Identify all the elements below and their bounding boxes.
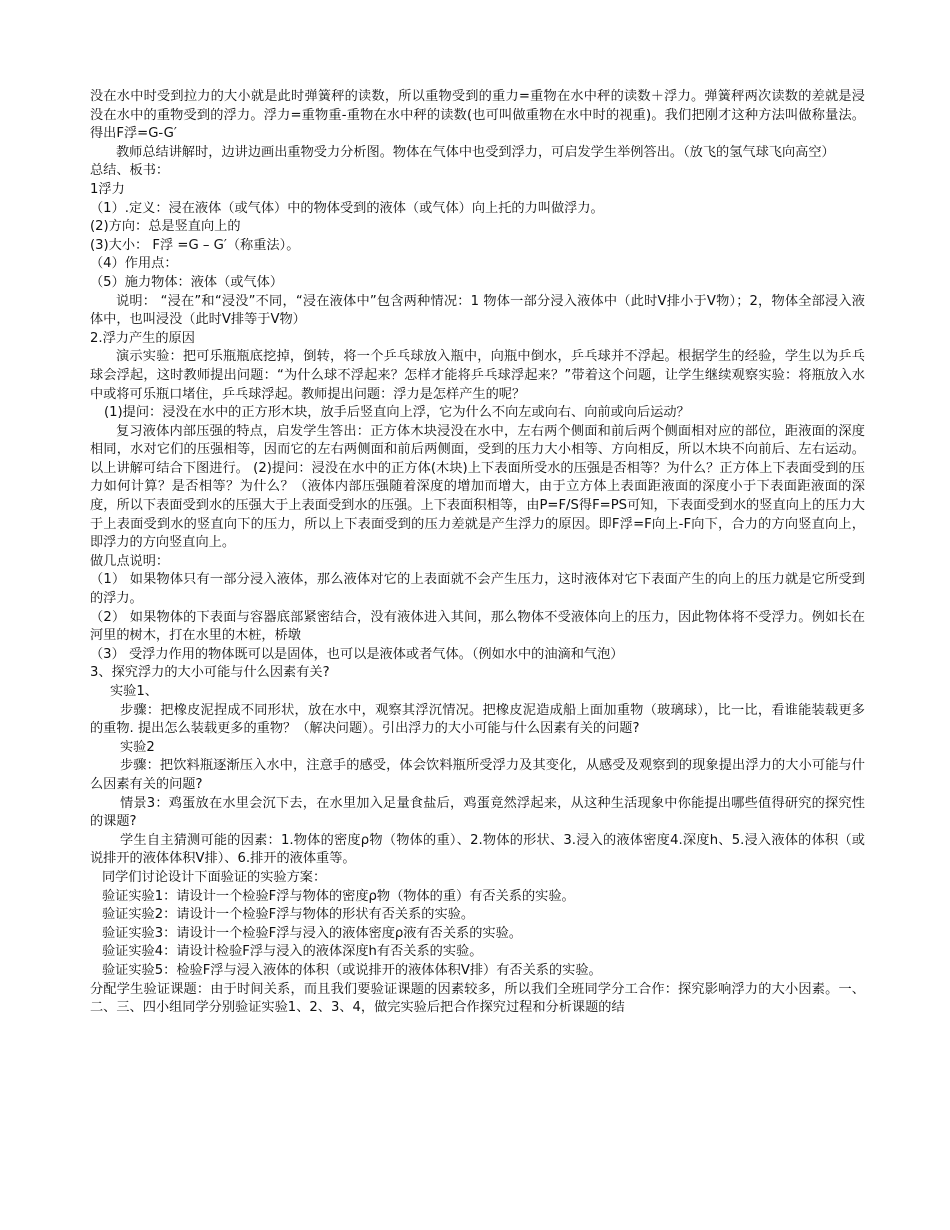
heading-explore-factors: 3、探究浮力的大小可能与什么因素有关? [90, 665, 330, 681]
paragraph-explanation: 说明： “浸在”和“浸没”不同，“浸在液体中”包含两种情况：1 物体一部分浸入液体中（此时V排小于V物）；2，物体全部浸入液体中，也叫浸没（此时V排等于V物） [90, 293, 865, 328]
heading-cause-of-buoyancy: 2.浮力产生的原因 [90, 330, 195, 346]
item-magnitude: (3)大小： F浮 =G – G′（称重法）。 [90, 237, 300, 253]
heading-notes: 做几点说明： [90, 553, 170, 569]
scenario-3: 情景3：鸡蛋放在水里会沉下去，在水里加入足量食盐后，鸡蛋竟然浮起来，从这种生活现象中你能提出哪些值得研究的探究性的课题? [90, 795, 865, 830]
verification-5: 验证实验5：检验F浮与浸入液体的体积（或说排开的液体体积V排）有否关系的实验。 [102, 962, 602, 978]
verification-2: 验证实验2：请设计一个检验F浮与物体的形状有否关系的实验。 [102, 907, 475, 923]
item-point-of-action: （4）作用点： [90, 256, 178, 272]
experiment-1-title: 实验1、 [110, 684, 158, 699]
paragraph-pressure-review: 复习液体内部压强的特点，启发学生答出：正方体木块浸没在水中，左右两个侧面和前后两个侧面相对应的部位，距液面的深度相同，水对它们的压强相等，因而它的左右两侧面和前后两侧面，受到的压力大小相等、方向相反，所以木块不向前后、左右运动。以上讲解可结合下图进行。 (2)提问：浸没在水中的正方体(木块)上下表面所受水的压强是否相等？为什么？正方体上下表面受到的压力如何计算？是否相等？为什么？（液体内部压强随着深度的增加而增大，由于立方体上表面距液面的深度小于下表面距液面的深度，所以下表面受到水的压强大于上表面受到水的压强。上下表面积相等，由P=F/S得F=PS可知，下表面受到水的竖直向上的压力大于上表面受到水的竖直向下的压力，所以上下表面受到的压力差就是产生浮力的原因。即F浮=F向上-F向下，合力的方向竖直向上，即浮力的方向竖直向上。 [90, 423, 865, 551]
note-2: （2） 如果物体的下表面与容器底部紧密结合，没有液体进入其间，那么物体不受液体向上的压力，因此物体将不受浮力。例如长在河里的树木，打在水里的木桩，桥墩 [90, 609, 865, 644]
item-applying-object: （5）施力物体：液体（或气体） [90, 274, 284, 290]
experiment-1-steps: 步骤：把橡皮泥捏成不同形状，放在水中，观察其浮沉情况。把橡皮泥造成船上面加重物（玻璃球），比一比，看谁能装载更多的重物. 提出怎么装载更多的重物？（解决问题）。引出浮力的大小可能与什么因素有关的问题? [90, 702, 865, 737]
item-direction: (2)方向：总是竖直向上的 [90, 219, 241, 235]
paragraph-discussion: 同学们讨论设计下面验证的实验方案： [102, 869, 327, 885]
paragraph-weighing-method: 没在水中时受到拉力的大小就是此时弹簧秤的读数，所以重物受到的重力=重物在水中秤的读数＋浮力。弹簧秤两次读数的差就是浸没在水中的重物受到的浮力。浮力=重物重-重物在水中秤的读数(也可叫做重物在水中时的视重)。我们把刚才这种方法叫做称量法。得出F浮=G-G′ [90, 89, 865, 142]
paragraph-question-1: (1)提问：浸没在水中的正方形木块，放手后竖直向上浮，它为什么不向左或向右、向前或向后运动？ [104, 405, 690, 421]
paragraph-assign-tasks: 分配学生验证课题：由于时间关系，而且我们要验证课题的因素较多，所以我们全班同学分工合作：探究影响浮力的大小因素。一、二、三、四小组同学分别验证实验1、2、3、4，做完实验后把合作探究过程和分析课题的结 [90, 981, 865, 1016]
paragraph-student-guesses: 学生自主猜测可能的因素：1.物体的密度ρ物（物体的重）、2.物体的形状、3.浸入的液体密度4.深度h、5.浸入液体的体积（或说排开的液体体积V排）、6.排开的液体重等。 [90, 832, 865, 867]
heading-summary-board: 总结、板书： [90, 163, 170, 179]
paragraph-teacher-summary: 教师总结讲解时，边讲边画出重物受力分析图。物体在气体中也受到浮力，可启发学生举例答出。（放飞的氢气球飞向高空） [116, 144, 835, 160]
verification-1: 验证实验1：请设计一个检验F浮与物体的密度ρ物（物体的重）有否关系的实验。 [102, 888, 575, 904]
verification-3: 验证实验3：请设计一个检验F浮与浸入的液体密度ρ液有否关系的实验。 [102, 925, 522, 941]
verification-4: 验证实验4：请设计检验F浮与浸入的液体深度h有否关系的实验。 [102, 944, 483, 960]
note-1: （1） 如果物体只有一部分浸入液体，那么液体对它的上表面就不会产生压力，这时液体对它下表面产生的向上的压力就是它所受到的浮力。 [90, 572, 865, 607]
document-page [90, 88, 865, 1018]
experiment-2-steps: 步骤：把饮料瓶逐渐压入水中，注意手的感受，体会饮料瓶所受浮力及其变化，从感受及观察到的现象提出浮力的大小可能与什么因素有关的问题? [90, 758, 865, 792]
experiment-2-title: 实验2 [120, 739, 155, 755]
item-definition: （1）.定义：浸在液体（或气体）中的物体受到的液体（或气体）向上托的力叫做浮力。 [90, 200, 604, 216]
note-3: （3） 受浮力作用的物体既可以是固体，也可以是液体或者气体。（例如水中的油滴和气泡） [90, 646, 624, 662]
heading-buoyancy: 1浮力 [90, 181, 125, 197]
paragraph-demo-experiment: 演示实验：把可乐瓶瓶底挖掉，倒转，将一个乒乓球放入瓶中，向瓶中倒水，乒乓球并不浮起。根据学生的经验，学生以为乒乓球会浮起，这时教师提出问题：“为什么球不浮起来？怎样才能将乒乓球浮起来？”带着这个问题，让学生继续观察实验：将瓶放入水中或将可乐瓶口堵住，乒乓球浮起。教师提出问题：浮力是怎样产生的呢？ [90, 349, 865, 402]
